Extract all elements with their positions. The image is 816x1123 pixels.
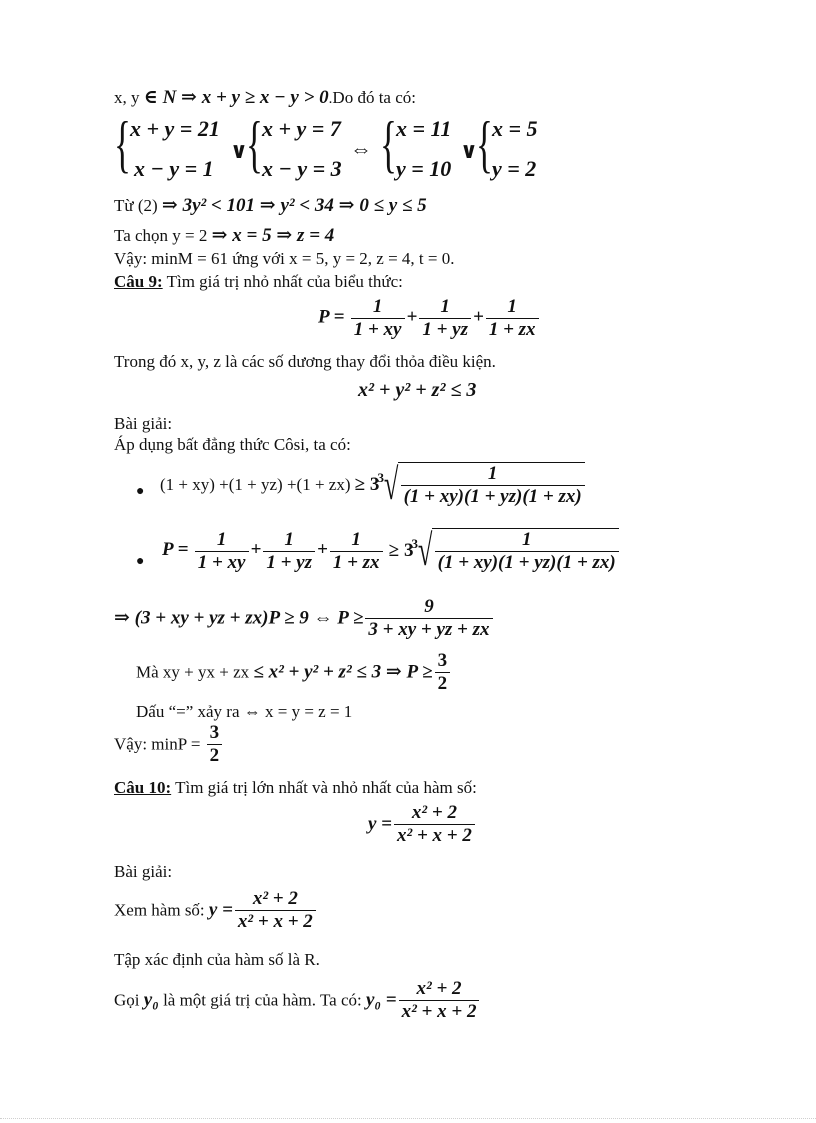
tap-xac-dinh-line: Tập xác định của hàm số là R.	[114, 950, 320, 969]
fraction-1-zx: $\frac{1}{1 + zx}$	[486, 296, 539, 341]
sys1-eq2: x − y = 1	[134, 156, 214, 181]
p-lhs-2: P =	[162, 538, 189, 560]
y-lhs: y =	[368, 813, 393, 835]
chon-prefix: Ta chọn y = 2	[114, 226, 212, 245]
xem-ham-so-line: Xem hàm số: y = $\frac{\text{x² + 2}}{\text{x² + x + 2}}$	[114, 888, 318, 933]
y0-symbol: y₀	[143, 989, 159, 1011]
bullet-1-content	[160, 462, 585, 508]
line-chon	[114, 226, 334, 246]
ma-math: ≤ x² + y² + z² ≤ 3 ⇒ P ≥	[253, 661, 433, 683]
tu2-math: ⇒ 3y² < 101 ⇒ y² < 34 ⇒ 0 ≤ y ≤ 5	[161, 195, 427, 216]
bullet-2: ●	[136, 554, 145, 569]
or-symbol-2: ∨	[460, 138, 478, 163]
cau9-heading	[114, 272, 403, 292]
fraction-3-2: $\frac{3}{2}$	[435, 650, 451, 695]
goi-mid: là một giá trị của hàm. Ta có:	[158, 990, 366, 1010]
vay-minp-line	[114, 722, 224, 767]
ma-prefix: Mà xy + yx + zx	[136, 662, 254, 682]
ge-three-2: ≥ 3	[388, 540, 414, 561]
cau9-p-formula: P = $\frac{1}{1 + xy}$ + $\frac{1}{1 + yz}$ + $\frac{1}{1 + zx}$	[318, 296, 541, 341]
implication-lhs: ⇒ (3 + xy + yz + zx)P ≥ 9 ⇔ P ≥	[114, 607, 364, 629]
cau10-y-formula	[368, 802, 477, 847]
ma-line	[136, 650, 452, 695]
intro-prefix: x, y	[114, 88, 144, 107]
cau9-label: Câu 9:	[114, 272, 163, 291]
cube-root-2: 3 √ $\frac{1}{(1 + xy)(1 + yz)(1 + zx)}$	[413, 528, 618, 574]
intro-math: ∈ N ⇒ x + y ≥ x − y > 0	[143, 87, 329, 108]
sys2-eq2: x − y = 3	[262, 156, 342, 181]
fraction-y: $\frac{\text{x² + 2}}{\text{x² + x + 2}}$	[394, 802, 475, 847]
fraction-1-yz: $\frac{1}{1 + yz}$	[419, 296, 471, 341]
bullet-2-content: P = $\frac{1}{1 + xy}$ + $\frac{1}{1 + yz}$ + $\frac{1}{1 + zx}$ ≥ 3 3 √ $\frac{1}{(1 + xy)(1 + yz)(1 + zx)}$	[162, 528, 619, 574]
y0-lhs: y₀ =	[365, 989, 397, 1011]
fraction-y-2: $\frac{\text{x² + 2}}{\text{x² + x + 2}}$	[235, 888, 316, 933]
cau9-bai-giai: Bài giải:	[114, 414, 173, 433]
fraction-y0: $\frac{\text{x² + 2}}{\text{x² + x + 2}}$	[399, 978, 480, 1023]
implication-line	[114, 596, 495, 641]
sys3-eq2: y = 10	[396, 156, 452, 181]
fraction-1-xy: $\frac{1}{1 + xy}$	[351, 296, 405, 341]
sys1-eq1: x + y = 21	[130, 116, 220, 141]
page-footer-line	[0, 1118, 816, 1119]
ge-three: ≥ 3	[354, 474, 380, 495]
cau10-text: Tìm giá trị lớn nhất và nhỏ nhất của hàm số:	[171, 778, 477, 797]
sys4-eq2: y = 2	[492, 156, 537, 181]
bullet-1-lhs: (1 + xy) +(1 + yz) +(1 + zx)	[160, 475, 351, 494]
p-lhs: P =	[318, 306, 345, 328]
cau9-ap-dung: Áp dụng bất đẳng thức Côsi, ta có:	[114, 435, 351, 454]
goi-line	[114, 978, 481, 1023]
fraction-9: $\frac{9}{3 + xy + yz + zx}$	[365, 596, 492, 641]
cube-root-1: 3 √ $\frac{1}{(1 + xy)(1 + yz)(1 + zx)}$	[379, 462, 584, 508]
goi-prefix: Gọi	[114, 990, 144, 1010]
sys4-eq1: x = 5	[492, 116, 538, 141]
cau10-heading	[114, 778, 477, 798]
condition-text: Trong đó x, y, z là các số dương thay đổi thỏa điều kiện.	[114, 352, 496, 371]
cau10-bai-giai: Bài giải:	[114, 862, 173, 881]
intro-suffix: Do đó ta có:	[332, 88, 416, 107]
sys3-eq1: x = 11	[396, 116, 452, 141]
line-intro: x, y ∈ N ⇒ x + y ≥ x − y > 0.Do đó ta có:	[114, 87, 416, 108]
dau-line: Dấu “=” xảy ra ⇔ x = y = z = 1	[136, 702, 353, 721]
condition-math: x² + y² + z² ≤ 3	[358, 379, 477, 401]
or-symbol-1: ∨	[230, 138, 248, 163]
cau9-text: Tìm giá trị nhỏ nhất của biểu thức:	[162, 272, 403, 291]
fraction-minp: $\frac{3}{2}$	[207, 722, 223, 767]
vay-minp-text: Vậy: minP =	[114, 734, 205, 754]
line-tu2	[114, 196, 427, 216]
line-vay-minm: Vậy: minM = 61 ứng với x = 5, y = 2, z = 4, t = 0.	[114, 249, 455, 268]
chon-math: ⇒ x = 5 ⇒ z = 4	[211, 225, 335, 246]
iff-symbol: ⇔	[350, 136, 372, 161]
cau10-label: Câu 10:	[114, 778, 172, 797]
xem-text: Xem hàm số:	[114, 900, 209, 920]
tu2-prefix: Từ (2)	[114, 196, 162, 215]
bullet-1: ●	[136, 484, 145, 499]
sys2-eq1: x + y = 7	[262, 116, 341, 141]
